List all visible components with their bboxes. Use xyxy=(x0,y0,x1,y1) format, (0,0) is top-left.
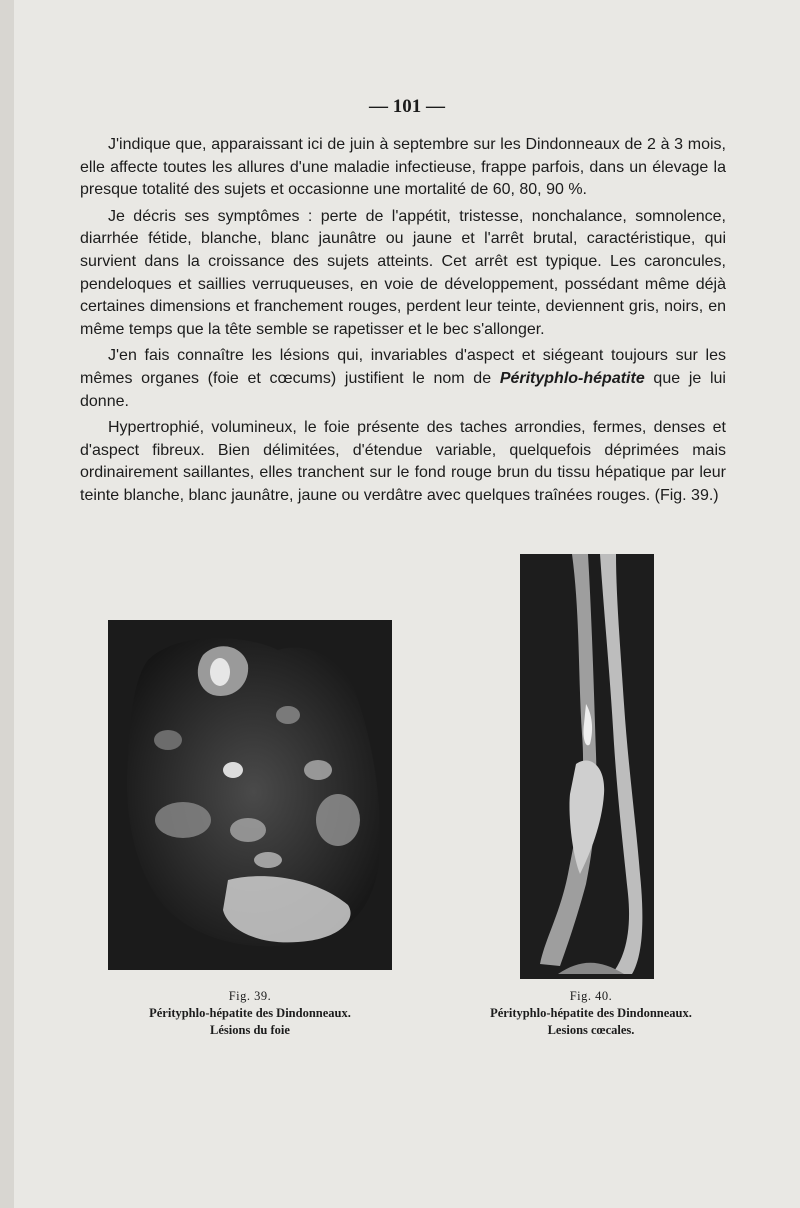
paragraph: J'indique que, apparaissant ici de juin à septembre sur les Dindonneaux de 2 à 3 mois, elle affecte toutes les allures d'une maladie infectieuse, frappe parfois, dans un élevage la presque totalité des sujets et occasionne une mortalité de 60, 80, 90 %. xyxy=(80,136,726,199)
book-page xyxy=(14,0,800,1208)
paragraph: Hypertrophié, volumineux, le foie présente des taches arrondies, fermes, denses et d'aspect fibreux. Bien délimitées, d'étendue variable, quelquefois déprimées mais ordinairement saillantes, elles tranchent sur le fond rouge brun du tissu hépatique par leur teinte blanche, blanc jaunâtre, jaune ou verdâtre avec quelques traînées rouges. (Fig. 39.) xyxy=(80,419,726,504)
paragraph xyxy=(80,345,726,413)
figure-title: Pérityphlo-hépatite des Dindonneaux. xyxy=(490,1006,692,1020)
paragraph: Je décris ses symptômes : perte de l'appétit, tristesse, nonchalance, somnolence, diarrhée fétide, blanche, blanc jaunâtre ou jaune et l'arrêt brutal, caractéristique, qui survient dans la croissance des sujets atteints. Cet arrêt est typique. Les caroncules, pendeloques et saillies verruqueuses, en voie de développement, possédant même déjà certaines dimensions et franchement rouges, perdent leur teinte, deviennent gris, noirs, en même temps que la tête semble se rapetisser et le bec s'allonger. xyxy=(80,207,726,338)
figure-label: Fig. 39. xyxy=(228,989,272,1003)
paragraph-text: que je lui donne. xyxy=(80,369,726,410)
paragraph-text: J'en fais connaître les lésions qui, invariables d'aspect et siégeant toujours sur les mêmes organes (foie et cœcums) justifient le nom de xyxy=(80,347,726,387)
figure-title: Pérityphlo-hépatite des Dindonneaux. xyxy=(149,1006,351,1020)
figure-subtitle: Lésions du foie xyxy=(210,1023,290,1037)
figure-40-caption xyxy=(466,988,716,1039)
figure-39-caption xyxy=(88,988,412,1039)
figure-39-liver-photo xyxy=(108,620,392,970)
body-text xyxy=(80,134,726,512)
figure-40-caeca-photo xyxy=(520,554,654,979)
figure-subtitle: Lesions cœcales. xyxy=(547,1023,635,1037)
page-number: — 101 — xyxy=(369,96,445,117)
disease-name: Pérityphlo-hépatite xyxy=(499,369,645,387)
figure-label: Fig. 40. xyxy=(569,989,613,1003)
